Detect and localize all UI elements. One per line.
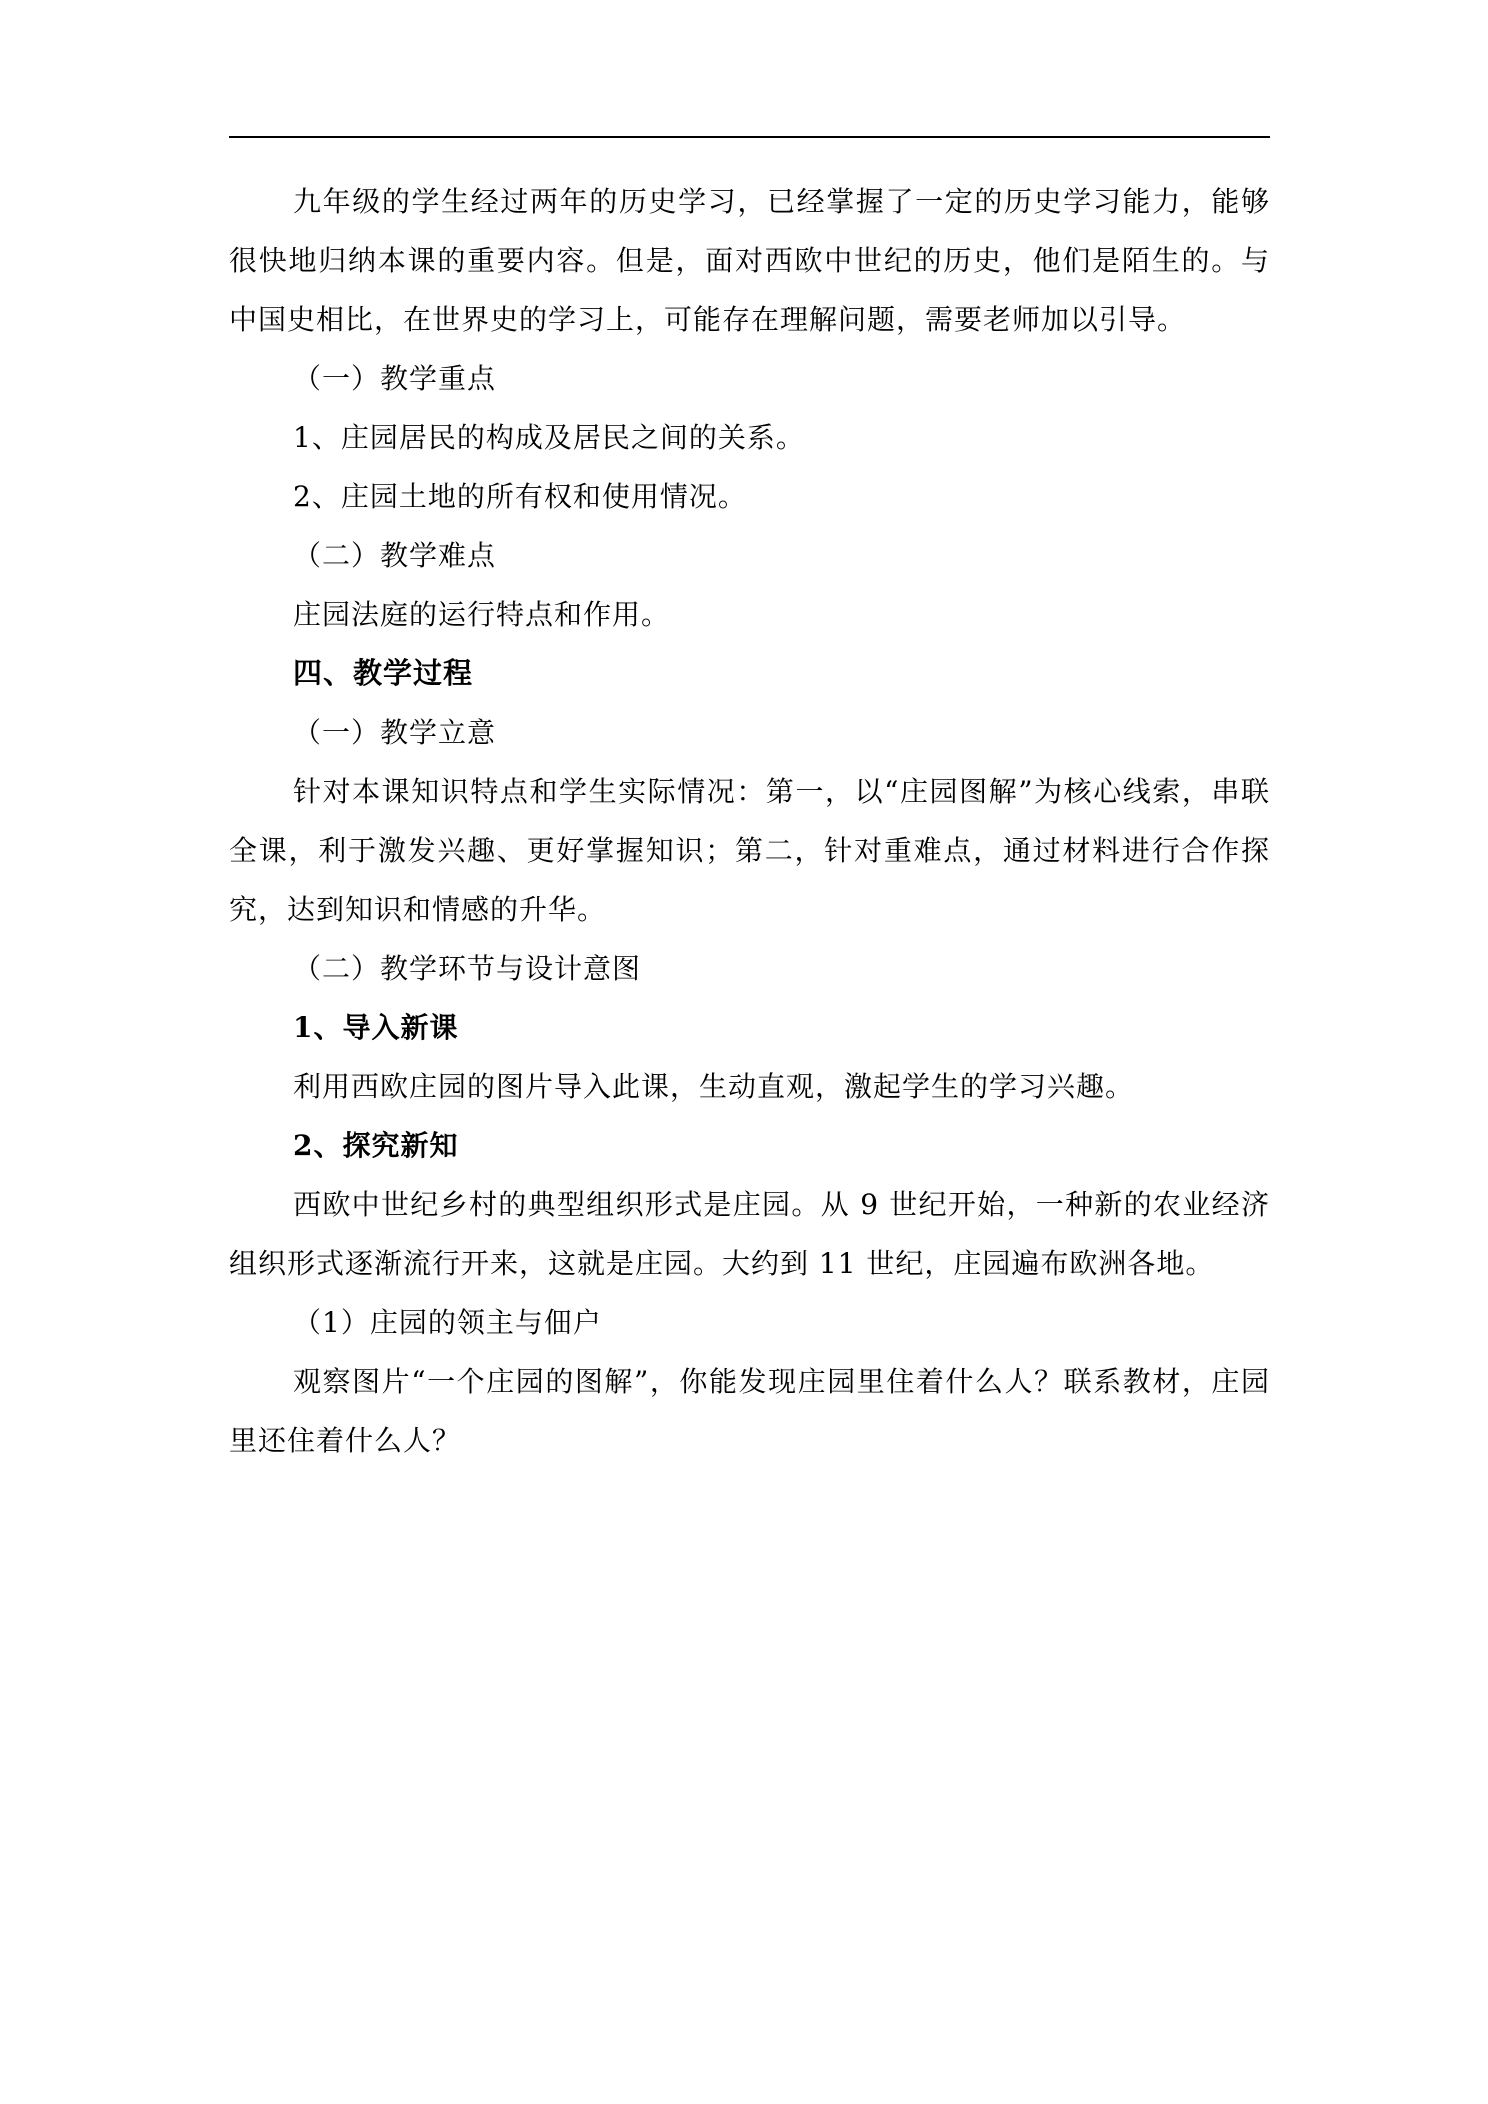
step-intro-text: 利用西欧庄园的图片导入此课，生动直观，激起学生的学习兴趣。: [293, 1070, 1135, 1103]
intent-paragraph: 针对本课知识特点和学生实际情况：第一，以“庄园图解”为核心线索，串联全课，利于激发兴趣、更好掌握知识；第二，针对重难点，通过材料进行合作探究，达到知识和情感的升华。: [229, 775, 1270, 926]
key-point-item: 2、庄园土地的所有权和使用情况。: [293, 480, 747, 513]
sub-lords-tenants-paragraph: 观察图片“一个庄园的图解”，你能发现庄园里住着什么人？联系教材，庄园里还住着什么人？: [229, 1365, 1270, 1457]
step-heading-intro: 1、导入新课: [293, 1011, 459, 1044]
paragraph-student-analysis: 九年级的学生经过两年的历史学习，已经掌握了一定的历史学习能力，能够很快地归纳本课的重要内容。但是，面对西欧中世纪的历史，他们是陌生的。与中国史相比，在世界史的学习上，可能存在理解问题，需要老师加以引导。: [229, 185, 1270, 336]
difficulty-heading: （二）教学难点: [293, 539, 497, 572]
header-rule: [229, 136, 1270, 138]
intent-heading: （一）教学立意: [293, 716, 497, 749]
design-heading: （二）教学环节与设计意图: [293, 952, 642, 985]
section-heading-teaching-process: 四、教学过程: [293, 656, 474, 690]
difficulty-text: 庄园法庭的运行特点和作用。: [293, 598, 671, 631]
key-points-heading: （一）教学重点: [293, 362, 497, 395]
document-body: [229, 172, 1270, 1470]
step-heading-explore: 2、探究新知: [293, 1129, 459, 1162]
sub-heading-lords-tenants: （1）庄园的领主与佃户: [293, 1306, 602, 1339]
key-point-item: 1、庄园居民的构成及居民之间的关系。: [293, 421, 805, 454]
step-explore-paragraph: 西欧中世纪乡村的典型组织形式是庄园。从 9 世纪开始，一种新的农业经济组织形式逐渐流行开来，这就是庄园。大约到 11 世纪，庄园遍布欧洲各地。: [229, 1188, 1270, 1280]
